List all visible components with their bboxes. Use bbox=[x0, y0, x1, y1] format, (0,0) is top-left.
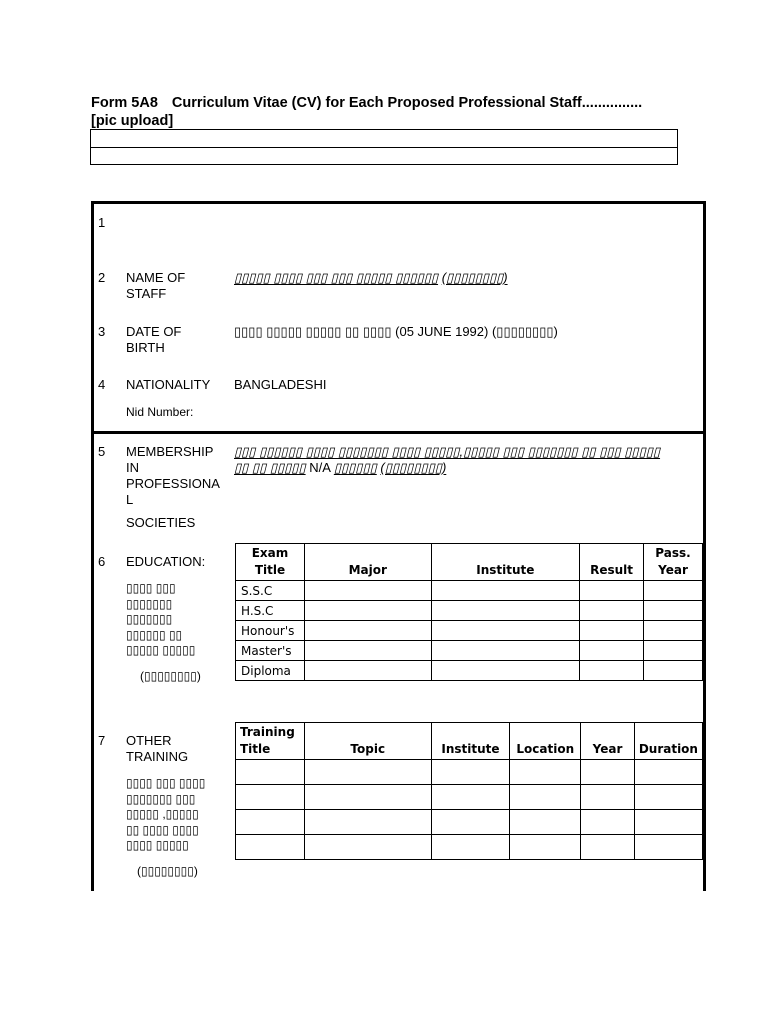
cv-title: Curriculum Vitae (CV) for Each Proposed Professional Staff............... bbox=[171, 95, 643, 111]
frame-border-top bbox=[91, 201, 706, 204]
exam-cell: S.S.C bbox=[236, 581, 305, 601]
table-cell[interactable] bbox=[236, 810, 305, 835]
col-result: Result bbox=[580, 544, 644, 581]
dob-value[interactable]: ▯▯▯▯ ▯▯▯▯▯ ▯▯▯▯▯ ▯▯ ▯▯▯▯ (05 JUNE 1992) (▯▯▯▯▯▯▯▯) bbox=[234, 324, 558, 339]
table-cell[interactable] bbox=[304, 835, 431, 860]
table-cell[interactable] bbox=[304, 601, 431, 621]
frame-divider bbox=[91, 431, 706, 434]
table-cell[interactable] bbox=[431, 661, 580, 681]
pic-upload-table[interactable] bbox=[90, 129, 678, 165]
table-cell[interactable] bbox=[431, 835, 510, 860]
table-cell[interactable] bbox=[510, 810, 581, 835]
nationality-value[interactable]: BANGLADESHI bbox=[234, 377, 327, 392]
frame-border-left bbox=[91, 201, 94, 891]
table-cell[interactable] bbox=[634, 810, 702, 835]
col-institute: Institute bbox=[431, 723, 510, 760]
training-header-row bbox=[236, 723, 703, 760]
col-location: Location bbox=[510, 723, 581, 760]
row-number: 5 bbox=[98, 444, 106, 459]
col-topic: Topic bbox=[304, 723, 431, 760]
table-cell[interactable] bbox=[431, 785, 510, 810]
table-row bbox=[236, 760, 703, 785]
table-cell[interactable] bbox=[510, 760, 581, 785]
education-note: ▯▯▯▯ ▯▯▯ ▯▯▯▯▯▯▯ ▯▯▯▯▯▯▯ ▯▯▯▯▯▯ ▯▯ ▯▯▯▯▯ ▯▯▯▯▯ bbox=[126, 581, 196, 657]
exam-cell: Master's bbox=[236, 641, 305, 661]
table-cell[interactable] bbox=[644, 641, 703, 661]
table-cell[interactable] bbox=[581, 810, 635, 835]
table-cell[interactable] bbox=[236, 835, 305, 860]
table-row bbox=[236, 661, 703, 681]
table-row bbox=[236, 621, 703, 641]
table-cell[interactable] bbox=[510, 835, 581, 860]
nid-label: Nid Number: bbox=[126, 405, 194, 419]
table-cell[interactable] bbox=[580, 581, 644, 601]
table-cell[interactable] bbox=[304, 760, 431, 785]
membership-value[interactable]: ▯▯▯ ▯▯▯▯▯▯ ▯▯▯▯ ▯▯▯▯▯▯▯ ▯▯▯▯ ▯▯▯▯▯,▯▯▯▯▯ ▯▯▯ ▯▯▯▯▯▯▯ ▯▯ ▯▯▯ ▯▯▯▯▯ ▯▯ ▯▯ ▯▯▯▯▯ N/A ▯▯▯▯▯▯ (▯▯▯▯▯▯▯▯) bbox=[234, 444, 661, 475]
row-number: 6 bbox=[98, 554, 106, 569]
frame-border-right bbox=[703, 201, 706, 891]
form-title bbox=[91, 94, 691, 130]
col-duration: Duration bbox=[634, 723, 702, 760]
table-row bbox=[236, 601, 703, 621]
row-number: 3 bbox=[98, 324, 106, 339]
col-major: Major bbox=[304, 544, 431, 581]
table-row bbox=[236, 835, 703, 860]
row-number: 1 bbox=[98, 215, 106, 230]
table-cell[interactable] bbox=[644, 661, 703, 681]
education-table bbox=[235, 543, 703, 681]
table-cell[interactable] bbox=[581, 835, 635, 860]
row-number: 4 bbox=[98, 377, 106, 392]
table-cell[interactable] bbox=[304, 621, 431, 641]
table-cell[interactable] bbox=[236, 760, 305, 785]
training-note: ▯▯▯▯ ▯▯▯ ▯▯▯▯ ▯▯▯▯▯▯▯ ▯▯▯ ▯▯▯▯▯ ,▯▯▯▯▯ ▯▯ ▯▯▯▯ ▯▯▯▯ ▯▯▯▯ ▯▯▯▯▯ bbox=[126, 776, 206, 852]
col-pass-year: Pass. Year bbox=[644, 544, 703, 581]
name-label: NAME OF STAFF bbox=[126, 270, 186, 301]
table-cell[interactable] bbox=[644, 581, 703, 601]
row-number: 7 bbox=[98, 733, 106, 748]
table-cell[interactable] bbox=[510, 785, 581, 810]
education-header-row bbox=[236, 544, 703, 581]
education-label: EDUCATION: bbox=[126, 554, 206, 569]
table-cell[interactable] bbox=[304, 661, 431, 681]
table-row bbox=[236, 581, 703, 601]
training-table bbox=[235, 722, 703, 860]
table-cell[interactable] bbox=[580, 641, 644, 661]
table-cell[interactable] bbox=[580, 661, 644, 681]
row-number: 2 bbox=[98, 270, 106, 285]
table-row bbox=[236, 785, 703, 810]
table-cell[interactable] bbox=[431, 601, 580, 621]
table-cell[interactable] bbox=[634, 760, 702, 785]
name-value[interactable]: ▯▯▯▯▯ ▯▯▯▯ ▯▯▯ ▯▯▯ ▯▯▯▯▯ ▯▯▯▯▯▯ (▯▯▯▯▯▯▯▯) bbox=[234, 270, 508, 285]
training-label: OTHER TRAINING bbox=[126, 733, 189, 764]
training-note-tail: (▯▯▯▯▯▯▯▯) bbox=[137, 864, 198, 878]
table-cell[interactable] bbox=[236, 785, 305, 810]
table-cell[interactable] bbox=[304, 810, 431, 835]
table-cell[interactable] bbox=[431, 641, 580, 661]
col-training-title: Training Title bbox=[236, 723, 305, 760]
table-cell[interactable] bbox=[580, 621, 644, 641]
table-cell[interactable] bbox=[431, 810, 510, 835]
table-cell[interactable] bbox=[431, 581, 580, 601]
table-cell[interactable] bbox=[580, 601, 644, 621]
pic-upload-row[interactable] bbox=[91, 130, 677, 148]
col-year: Year bbox=[581, 723, 635, 760]
col-exam-title: Exam Title bbox=[236, 544, 305, 581]
col-institute: Institute bbox=[431, 544, 580, 581]
table-cell[interactable] bbox=[634, 835, 702, 860]
table-cell[interactable] bbox=[634, 785, 702, 810]
table-cell[interactable] bbox=[581, 760, 635, 785]
table-cell[interactable] bbox=[581, 785, 635, 810]
table-cell[interactable] bbox=[431, 621, 580, 641]
table-cell[interactable] bbox=[304, 785, 431, 810]
table-cell[interactable] bbox=[644, 601, 703, 621]
pic-upload-label[interactable]: [pic upload] bbox=[91, 113, 174, 129]
membership-label-societies: SOCIETIES bbox=[126, 515, 196, 530]
table-cell[interactable] bbox=[431, 760, 510, 785]
table-cell[interactable] bbox=[304, 581, 431, 601]
dob-label: DATE OF BIRTH bbox=[126, 324, 182, 355]
education-note-tail: (▯▯▯▯▯▯▯▯) bbox=[140, 669, 201, 683]
table-row bbox=[236, 810, 703, 835]
exam-cell: H.S.C bbox=[236, 601, 305, 621]
table-row bbox=[236, 641, 703, 661]
table-cell[interactable] bbox=[644, 621, 703, 641]
membership-label: MEMBERSHIP IN PROFESSIONA L bbox=[126, 444, 220, 507]
table-cell[interactable] bbox=[304, 641, 431, 661]
nationality-label: NATIONALITY bbox=[126, 377, 211, 392]
form-number: Form 5A8 bbox=[91, 95, 158, 111]
pic-upload-row[interactable] bbox=[91, 148, 677, 165]
exam-cell: Honour's bbox=[236, 621, 305, 641]
exam-cell: Diploma bbox=[236, 661, 305, 681]
